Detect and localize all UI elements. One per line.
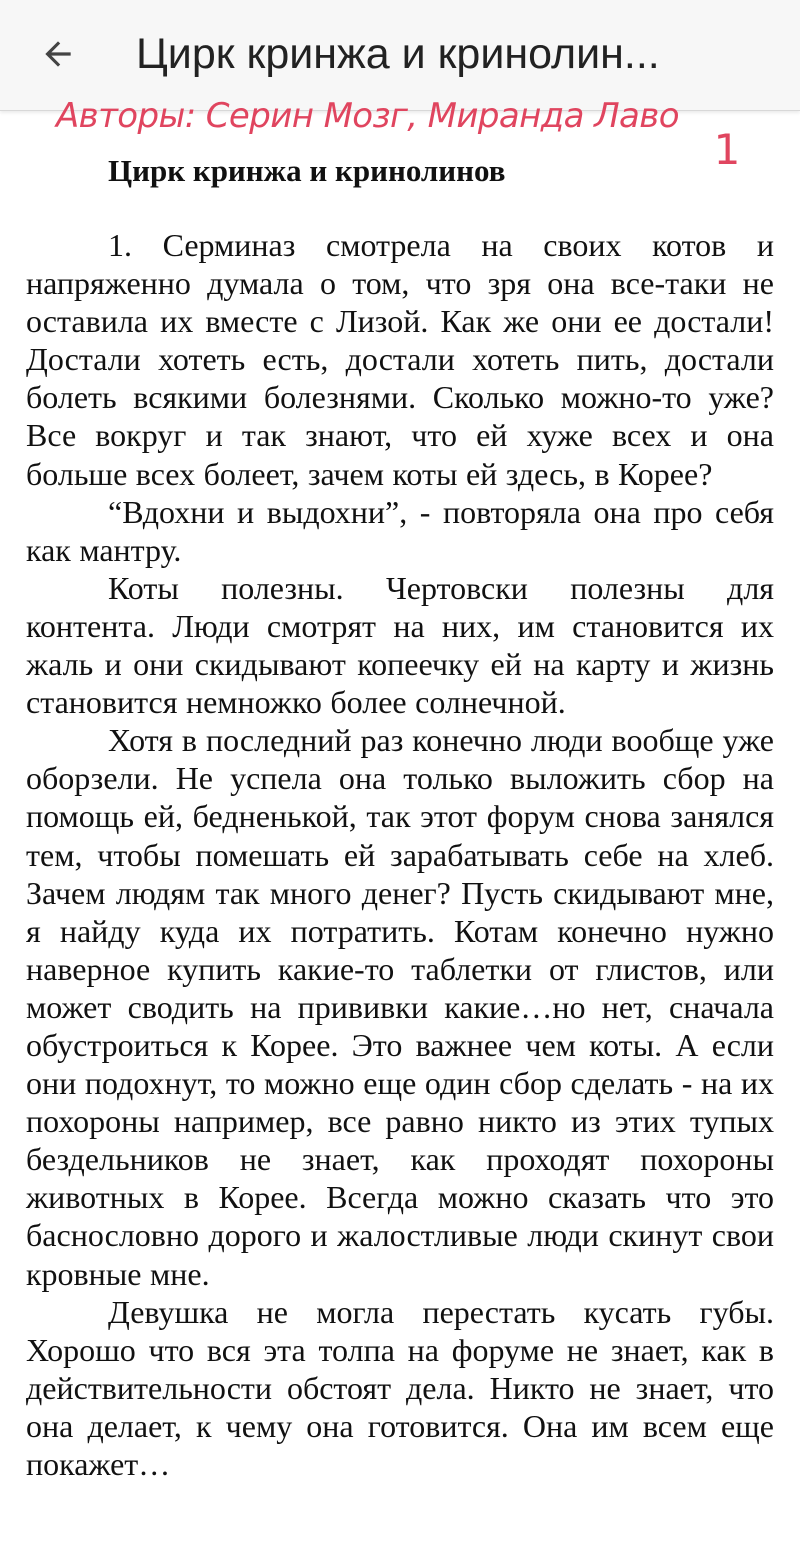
paragraph: Коты полезны. Чертовски полезны для контента. Люди смотрят на них, им становится их жаль и они скидывают копеечку ей на карту и жизнь становится немножко более солнечной. [26,569,774,721]
paragraph: “Вдохни и выдохни”, - повторяла она про себя как мантру. [26,493,774,568]
back-button[interactable] [28,26,88,82]
chapter-text [26,226,774,1483]
document-page [26,150,774,1560]
arrow-left-icon [39,35,77,73]
page-number: 1 [713,125,741,174]
paragraph: Девушка не могла перестать кусать губы. Хорошо что вся эта толпа на форуме не знает, как в действительности обстоят дела. Никто не знает, что она делает, к чему она готовится. Она им всем еще покажет… [26,1293,774,1482]
document-title: Цирк кринжа и кринолинов [108,153,506,188]
paragraph: Хотя в последний раз конечно люди вообще уже оборзели. Не успела она только выложить сбор на помощь ей, бедненькой, так этот форум снова занялся тем, чтобы помешать ей зарабатывать себе на хлеб. Зачем людям так много денег? Пусть скидывают мне, я найду куда их потратить. Котам конечно нужно наверное купить какие-то таблетки от глистов, или может сводить на прививки какие…но нет, сначала обустроиться к Корее. Это важнее чем коты. А если они подохнут, то можно еще один сбор сделать - на их похороны например, все равно никто из этих тупых бездельников не знает, как проходят похороны животных в Корее. Всегда можно сказать что это баснословно дорого и жалостливые люди скинут свои кровные мне. [26,722,774,1292]
document-tab-title: Цирк кринжа и кринолин... [136,30,660,78]
authors-annotation: Авторы: Серин Мозг, Миранда Лаво [56,96,679,136]
paragraph: 1. Серминаз смотрела на своих котов и напряженно думала о том, что зря она все-таки не оставила их вместе с Лизой. Как же они ее достали! Достали хотеть есть, достали хотеть пить, достали болеть всякими болезнями. Сколько можно-то уже? Все вокруг и так знают, что ей хуже всех и она больше всех болеет, зачем коты ей здесь, в Корее? [26,227,774,492]
